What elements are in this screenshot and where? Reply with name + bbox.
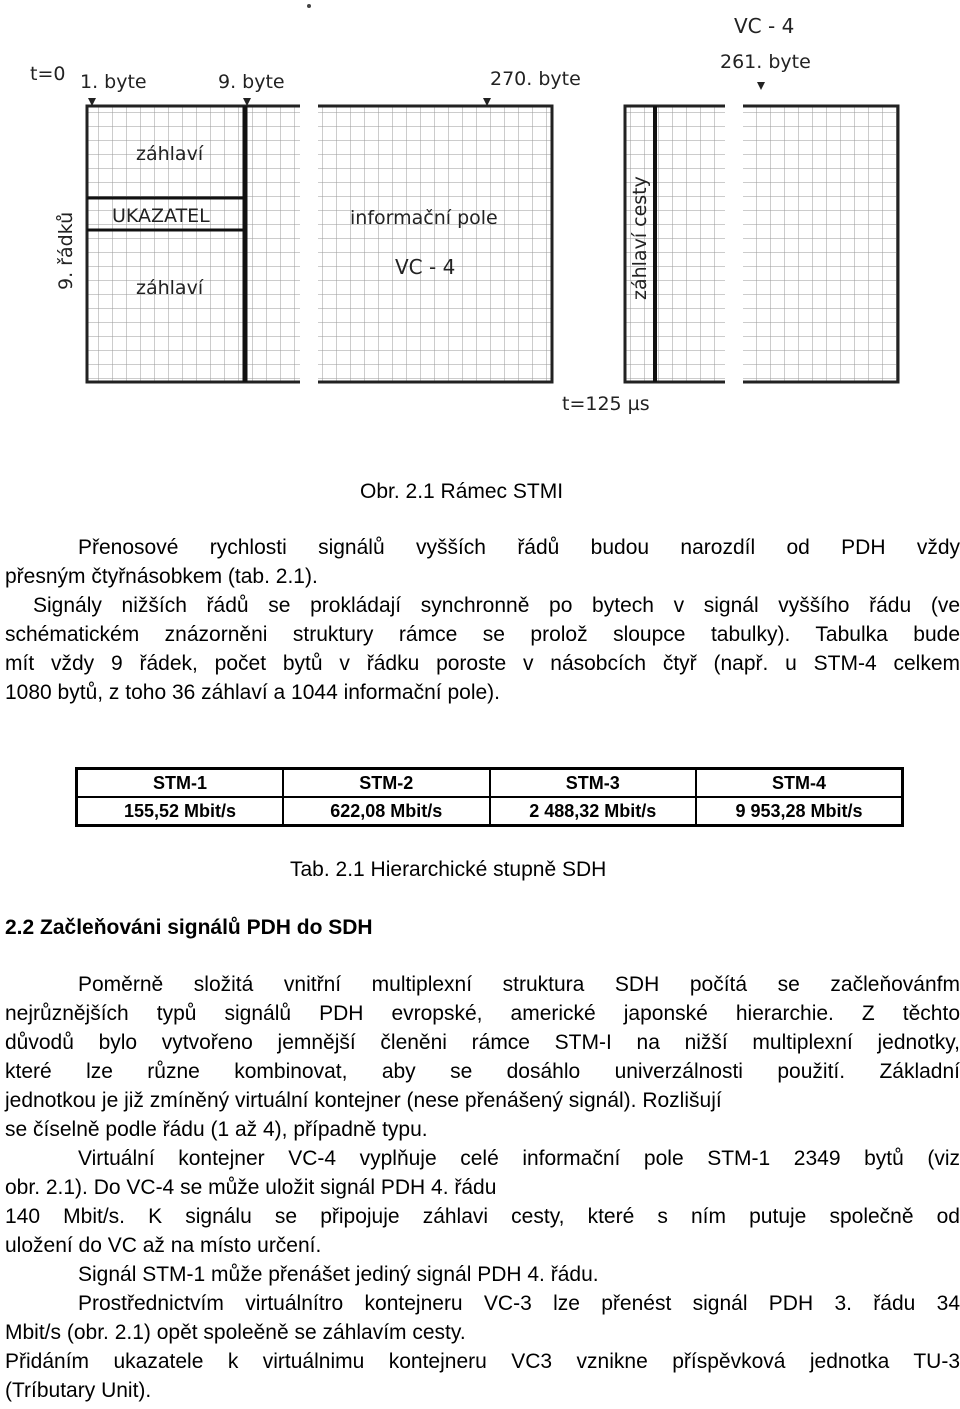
vc4-mid-label: VC - 4 bbox=[395, 255, 456, 279]
frame-figure bbox=[0, 0, 960, 460]
table-cell: 9 953,28 Mbit/s bbox=[696, 797, 903, 826]
info-field-label: informační pole bbox=[350, 207, 498, 229]
t125-label: t=125 µs bbox=[562, 393, 650, 415]
header-top-label: záhlaví bbox=[136, 143, 204, 165]
pointer-label: UKAZATEL bbox=[112, 205, 210, 227]
table-header-cell: STM-4 bbox=[696, 769, 903, 798]
path-header-label: záhlaví cesty bbox=[629, 176, 651, 300]
table-header-row bbox=[77, 769, 903, 798]
para1-line: Signály nižších řádů se prokládají synchronně po bytech v signál vyššího řádu (ve bbox=[33, 594, 960, 617]
para2-line: Mbit/s (obr. 2.1) opět spoleěně se záhlavím cesty. bbox=[5, 1321, 466, 1344]
vc4-grid bbox=[625, 106, 898, 382]
byte261-label: 261. byte bbox=[720, 51, 811, 73]
sdh-hierarchy-table bbox=[75, 767, 904, 827]
scan-dot bbox=[307, 4, 311, 8]
byte270-label: 270. byte bbox=[490, 68, 581, 90]
byte9-label: 9. byte bbox=[218, 71, 285, 93]
section-heading: 2.2 Začleňováni signálů PDH do SDH bbox=[5, 916, 373, 939]
para1-line: Přenosové rychlosti signálů vyšších řádů budou narozdíl od PDH vždy bbox=[78, 536, 960, 559]
para1-line: přesným čtyřnásobkem (tab. 2.1). bbox=[5, 565, 318, 588]
para2-line: obr. 2.1). Do VC-4 se může uložit signál PDH 4. řádu bbox=[5, 1176, 497, 1199]
para2-line: Virtuální kontejner VC-4 vyplňuje celé informační pole STM-1 2349 bytů (viz bbox=[78, 1147, 960, 1170]
header-bottom-label: záhlaví bbox=[136, 277, 204, 299]
para2-line: Signál STM-1 může přenášet jediný signál PDH 4. řádu. bbox=[78, 1263, 599, 1286]
table-header-cell: STM-2 bbox=[283, 769, 490, 798]
table-header-cell: STM-3 bbox=[490, 769, 697, 798]
table-cell: 2 488,32 Mbit/s bbox=[490, 797, 697, 826]
byte1-label: 1. byte bbox=[80, 71, 147, 93]
para2-line: 140 Mbit/s. K signálu se připojuje záhlavi cesty, které s ním putuje společně od bbox=[5, 1205, 960, 1228]
para2-line: Přidáním ukazatele k virtuálnimu kontejneru VC3 vznikne příspěvková jednotka TU-3 bbox=[5, 1350, 960, 1373]
figure-caption: Obr. 2.1 Rámec STMI bbox=[360, 480, 564, 503]
table-cell: 622,08 Mbit/s bbox=[283, 797, 490, 826]
table-cell: 155,52 Mbit/s bbox=[77, 797, 284, 826]
para1-line: mít vždy 9 řádek, počet bytů v řádku poroste v násobcích čtyř (např. u STM-4 celkem bbox=[5, 652, 960, 675]
para1-line: schématickém znázorněni struktury rámce se prolož sloupce tabulky). Tabulka bude bbox=[5, 623, 960, 646]
vc4-top-label: VC - 4 bbox=[734, 14, 795, 38]
para1-line: 1080 bytů, z toho 36 záhlaví a 1044 informační pole). bbox=[5, 681, 500, 704]
para2-line: Poměrně složitá vnitřní multiplexní struktura SDH počítá se začleňovánfm bbox=[78, 973, 960, 996]
table-row bbox=[77, 797, 903, 826]
para2-line: uložení do VC až na místo určení. bbox=[5, 1234, 322, 1257]
table-header-cell: STM-1 bbox=[77, 769, 284, 798]
para2-line: jednotkou je již zmíněný virtuální kontejner (nese přenášený signál). Rozlišují bbox=[5, 1089, 722, 1112]
t0-label: t=0 bbox=[30, 63, 66, 85]
stm1-frame-diagram bbox=[0, 0, 960, 460]
rows9-label: 9. řádků bbox=[55, 211, 77, 290]
table-caption: Tab. 2.1 Hierarchické stupně SDH bbox=[290, 858, 607, 881]
para2-line: důvodů bylo vytvořeno jemnější členěni rámce STM-I na nižší multiplexní jednotky, bbox=[5, 1031, 960, 1054]
para2-line: se číselně podle řádu (1 až 4), případně typu. bbox=[5, 1118, 428, 1141]
para2-line: (Tríbutary Unit). bbox=[5, 1379, 152, 1402]
para2-line: Prostřednictvím virtuálnítro kontejneru VC-3 lze přenést signál PDH 3. řádu 34 bbox=[78, 1292, 960, 1315]
para2-line: nejrůznějších typů signálů PDH evropské, americké japonské hierarchie. Z těchto bbox=[5, 1002, 960, 1025]
para2-line: které lze různe kombinovat, aby se dosáhlo univerzálnosti použití. Základní bbox=[5, 1060, 960, 1083]
